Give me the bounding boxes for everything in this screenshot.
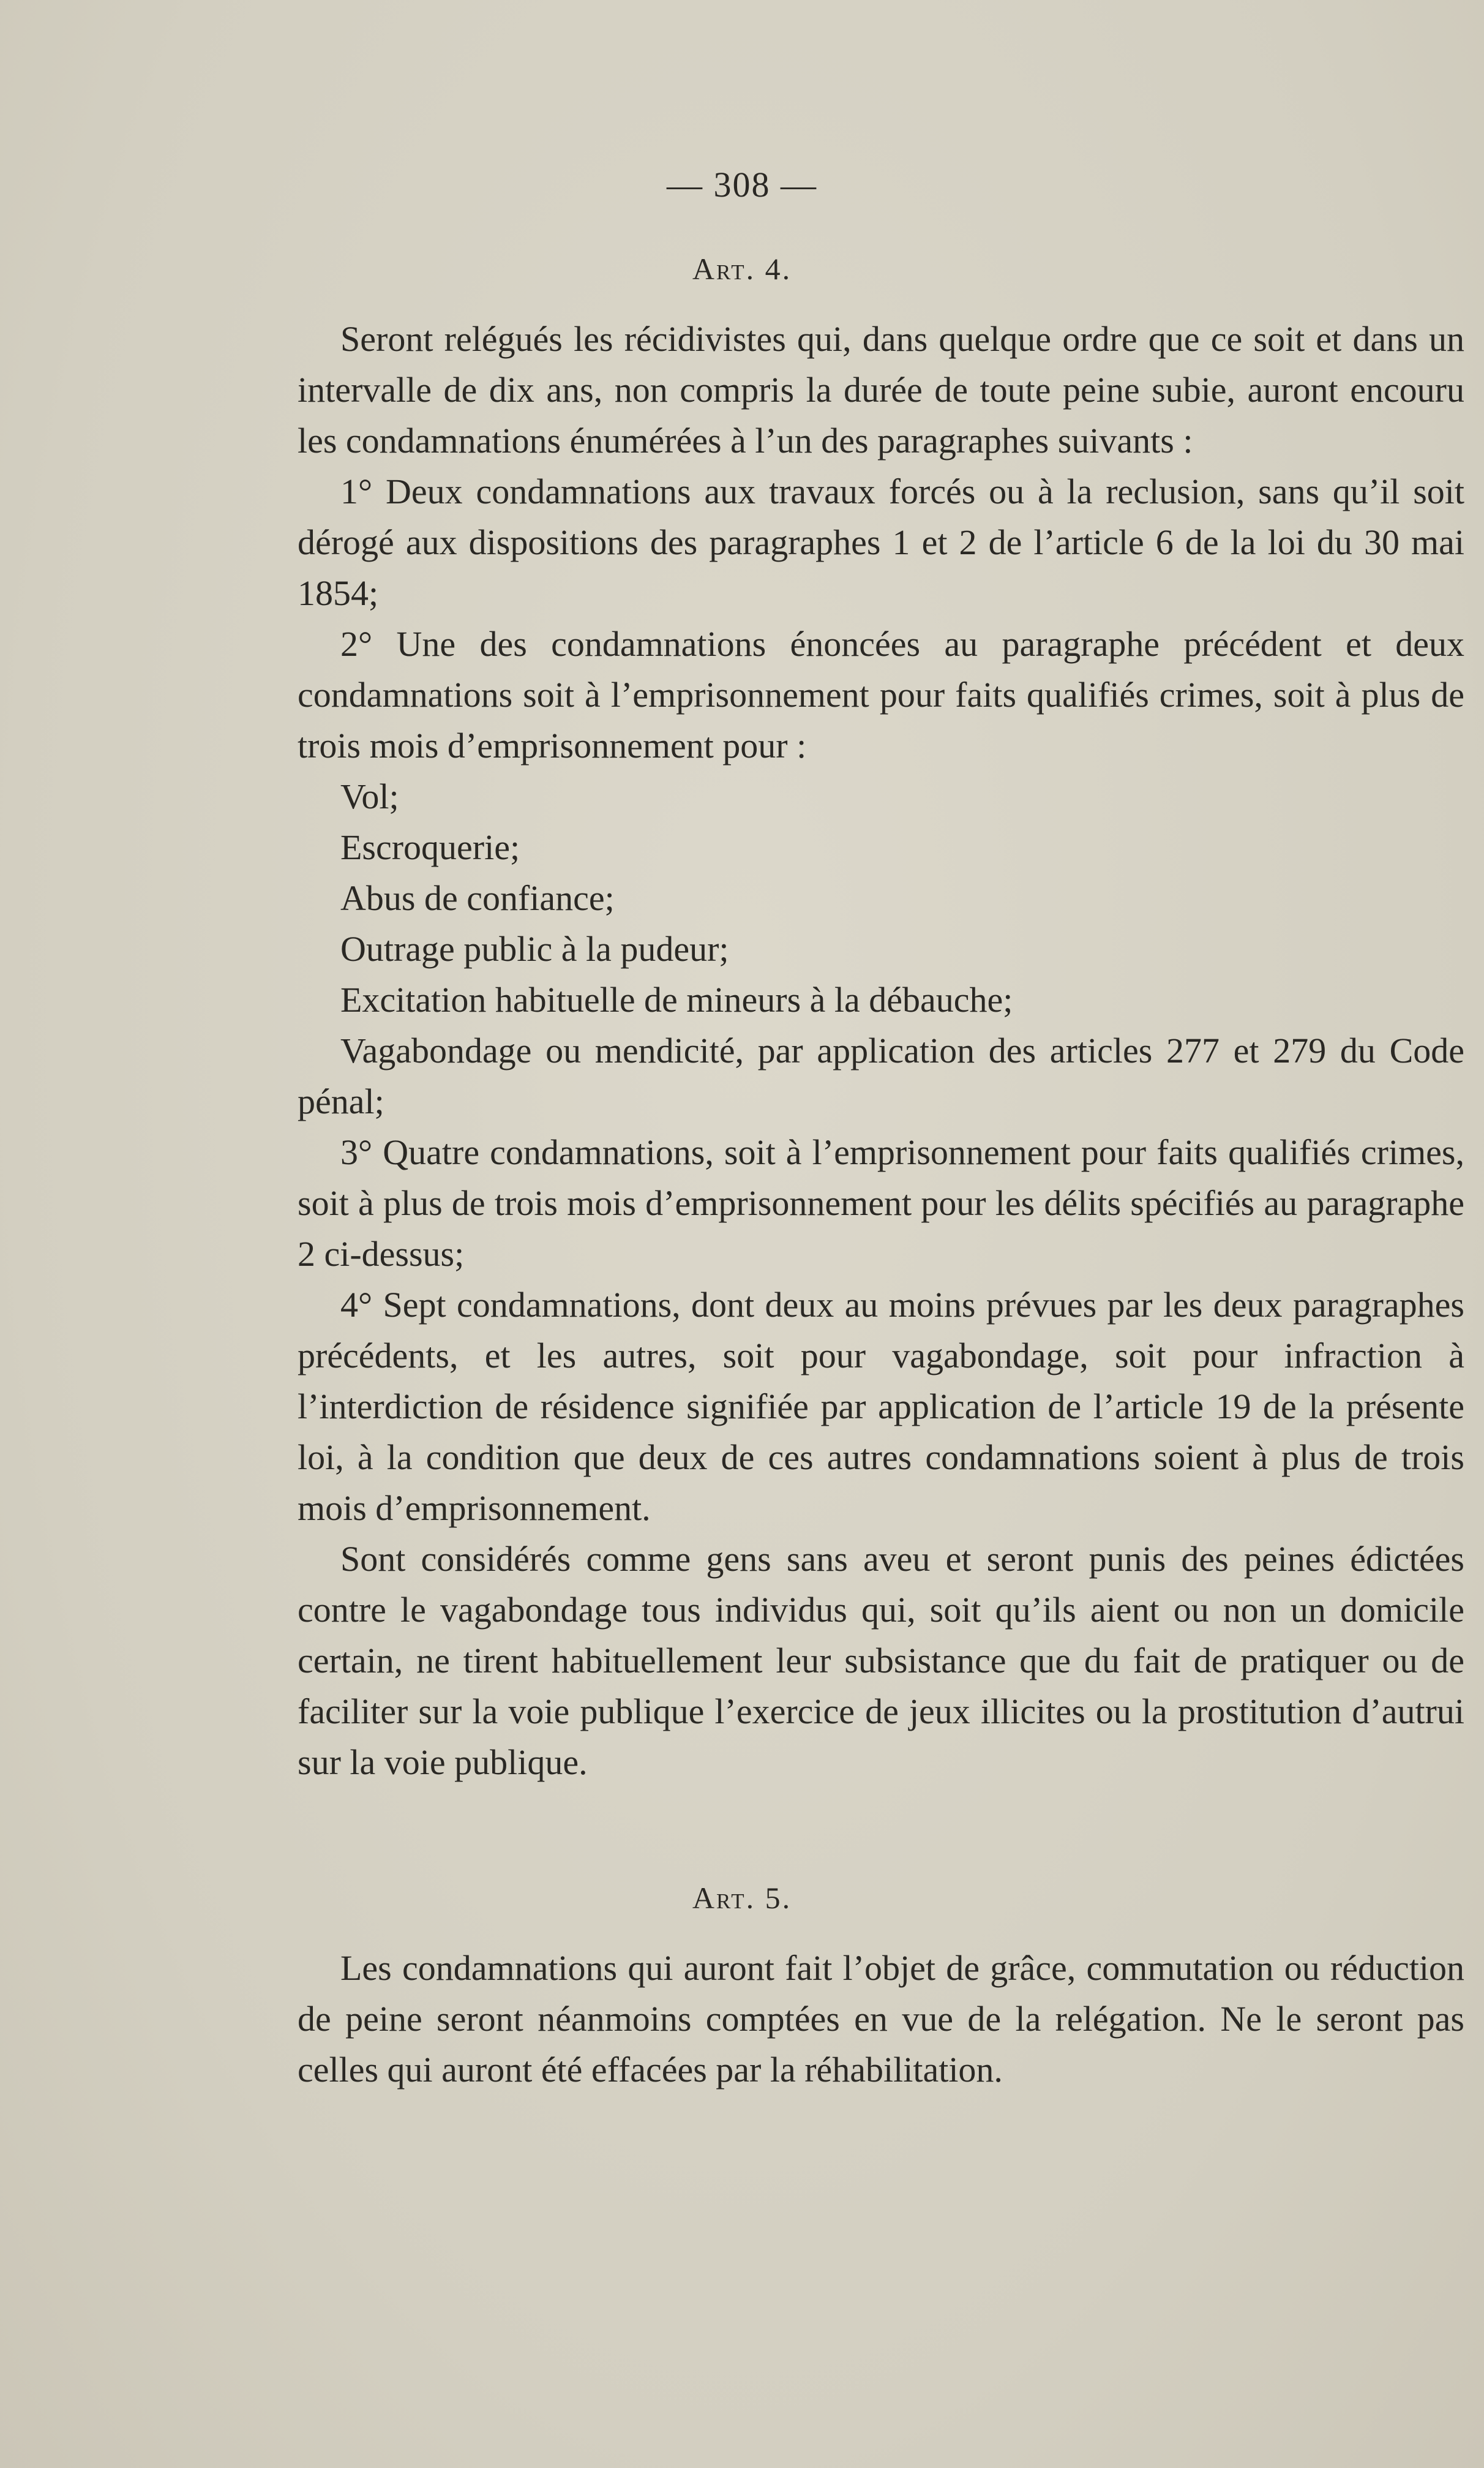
offense-item-vagabondage: Vagabondage ou mendicité, par application des articles 277 et 279 du Code pénal; — [298, 1031, 1464, 1121]
article-4-body — [298, 314, 1464, 1788]
offense-item: Escroquerie; — [340, 827, 520, 867]
offense-item: Abus de confiance; — [340, 878, 615, 918]
article-4-paragraph-3: 3° Quatre condamnations, soit à l’emprisonnement pour faits qualifiés crimes, soit à plus de trois mois d’emprisonnement pour les délits spécifiés au paragraphe 2 ci-dessus; — [298, 1132, 1464, 1274]
offense-item: Excitation habituelle de mineurs à la débauche; — [340, 980, 1013, 1020]
article-4-paragraph-1: 1° Deux condamnations aux travaux forcés ou à la reclusion, sans qu’il soit dérogé aux dispositions des paragraphes 1 et 2 de l’article 6 de la loi du 30 mai 1854; — [298, 472, 1464, 613]
article-5-heading: Art. 5. — [692, 1881, 792, 1915]
article-4-heading: Art. 4. — [692, 252, 792, 286]
article-4-paragraph-2: 2° Une des condamnations énoncées au paragraphe précédent et deux condamnations soit à l’emprisonnement pour faits qualifiés crimes, soit à plus de trois mois d’emprisonnement pour : — [298, 624, 1464, 766]
page-number: — 308 — — [667, 165, 817, 205]
article-5-text: Les condamnations qui auront fait l’objet de grâce, commutation ou réduction de peine seront néanmoins comptées en vue de la relégation. Ne le seront pas celles qui auront été effacées par la réhabilitation. — [298, 1948, 1464, 2090]
article-5-body — [298, 1943, 1464, 2095]
offense-item: Vol; — [340, 777, 399, 816]
article-4-intro: Seront relégués les récidivistes qui, dans quelque ordre que ce soit et dans un intervalle de dix ans, non compris la durée de toute peine subie, auront encouru les condamnations énumérées à l’un des paragraphes suivants : — [298, 319, 1464, 461]
article-4-paragraph-5: Sont considérés comme gens sans aveu et seront punis des peines édictées contre le vagabondage tous individus qui, soit qu’ils aient ou non un domicile certain, ne tirent habituellement leur subsistance que du fait de pratiquer ou de faciliter sur la voie publique l’exercice de jeux illicites ou la prostitution d’autrui sur la voie publique. — [298, 1539, 1464, 1782]
article-4-paragraph-4: 4° Sept condamnations, dont deux au moins prévues par les deux paragraphes précédents, et les autres, soit pour vagabondage, soit pour infraction à l’interdiction de résidence signifiée par application de l’article 19 de la présente loi, à la condition que deux de ces autres condamnations soient à plus de trois mois d’emprisonnement. — [298, 1285, 1464, 1528]
offense-item: Outrage public à la pudeur; — [340, 929, 729, 969]
